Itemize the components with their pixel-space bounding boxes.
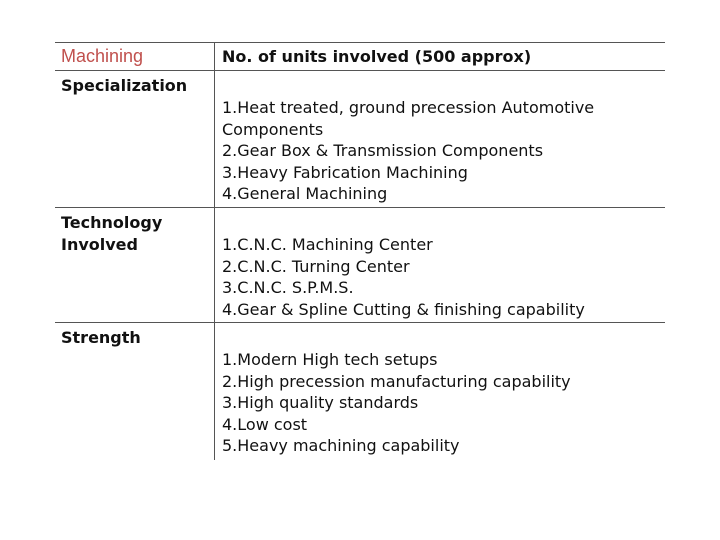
list-item: 2.High precession manufacturing capability [222, 371, 571, 391]
specialization-list [222, 97, 594, 205]
row-label-strength: Strength [61, 328, 141, 347]
row-label-line: Involved [61, 234, 138, 254]
list-item: 1.Modern High tech setups [222, 350, 438, 369]
list-item: 4.Low cost [222, 414, 308, 434]
list-item: 1.C.N.C. Machining Center [222, 235, 433, 254]
row2-bottom-rule [55, 322, 665, 323]
list-item: 2.C.N.C. Turning Center [222, 256, 410, 276]
list-item: 3.Heavy Fabrication Machining [222, 162, 468, 182]
row-label-technology-involved [61, 212, 162, 255]
list-item: 2.Gear Box & Transmission Components [222, 141, 544, 160]
table-top-rule [55, 42, 665, 43]
column-divider [214, 42, 215, 460]
row1-bottom-rule [55, 207, 665, 208]
list-item: 4.Gear & Spline Cutting & finishing capability [222, 299, 585, 319]
list-item: Components [222, 119, 324, 139]
row-label-line: Technology [61, 213, 163, 232]
list-item: 3.High quality standards [222, 393, 419, 412]
row-label-specialization: Specialization [61, 76, 188, 95]
list-item: 4.General Machining [222, 184, 388, 203]
header-bottom-rule [55, 70, 665, 71]
table-header-title: Machining [61, 46, 144, 66]
list-item: 1.Heat treated, ground precession Automotive [222, 98, 595, 117]
table-header-subtitle: No. of units involved (500 approx) [222, 47, 532, 66]
technology-list [222, 234, 585, 320]
list-item: 5.Heavy machining capability [222, 436, 460, 455]
list-item: 3.C.N.C. S.P.M.S. [222, 278, 354, 297]
strength-list [222, 349, 571, 457]
